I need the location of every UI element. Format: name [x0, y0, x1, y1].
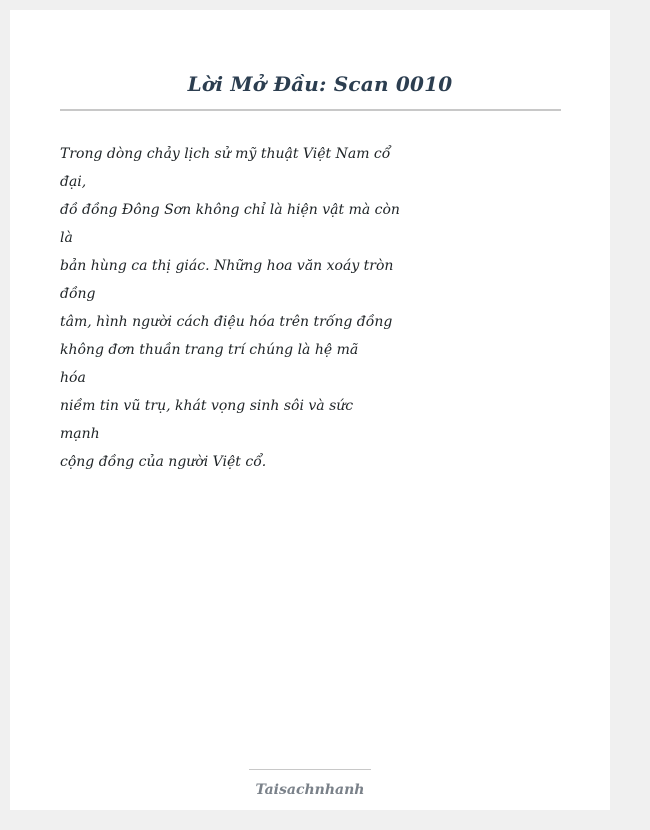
footer-divider — [249, 769, 371, 770]
body-line: Trong dòng chảy lịch sử mỹ thuật Việt Nam cổ — [60, 146, 391, 162]
body-line: đồ đồng Đông Sơn không chỉ là hiện vật mà còn — [60, 202, 400, 218]
title-divider — [60, 109, 561, 111]
body-line: tâm, hình người cách điệu hóa trên trống đồng — [60, 314, 393, 330]
body-line: niềm tin vũ trụ, khát vọng sinh sôi và sức — [60, 398, 354, 414]
page-title: Lời Mở Đầu: Scan 0010 — [187, 72, 453, 96]
body-line: đồng — [60, 286, 96, 302]
body-line: bản hùng ca thị giác. Những hoa văn xoáy tròn — [60, 258, 394, 274]
footer-credit: Taisachnhanh — [255, 782, 365, 798]
body-line: mạnh — [60, 426, 100, 442]
body-line: cộng đồng của người Việt cổ. — [60, 454, 267, 470]
document-page — [10, 10, 610, 810]
body-line: là — [60, 230, 73, 246]
body-text — [60, 140, 400, 476]
body-line: đại, — [60, 174, 87, 190]
body-line: hóa — [60, 370, 86, 386]
body-line: không đơn thuần trang trí chúng là hệ mã — [60, 342, 359, 358]
